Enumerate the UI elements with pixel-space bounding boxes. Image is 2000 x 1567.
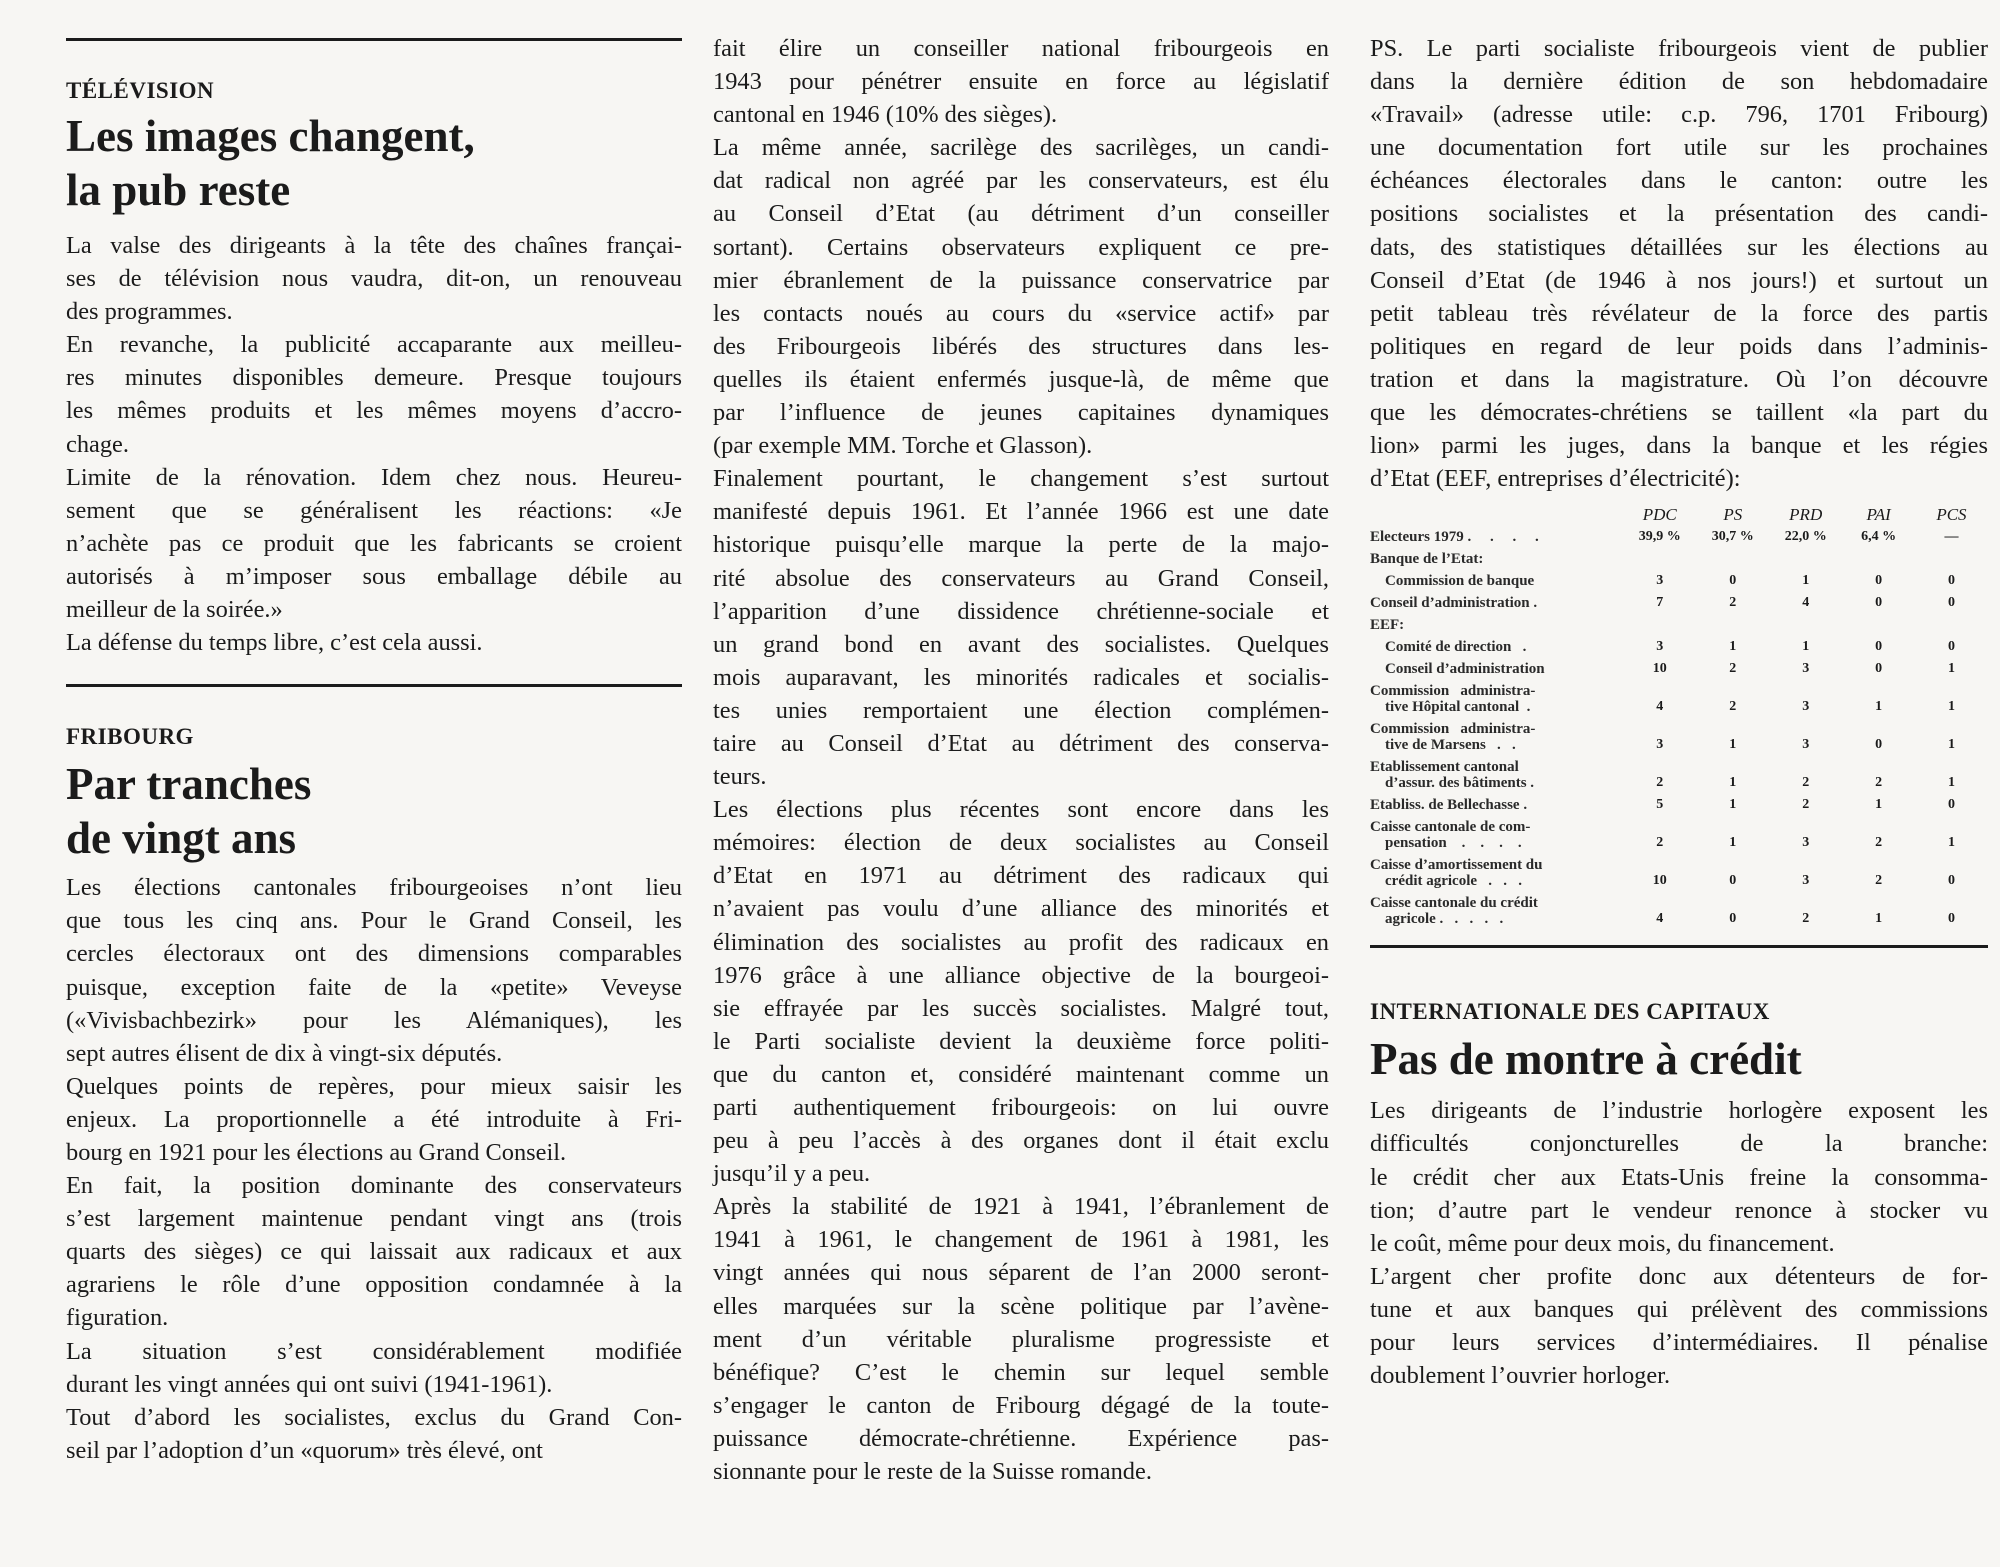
text-line: L’argent cher profite donc aux détenteurs de for- [1370,1262,1988,1290]
row-label-line: tive Hôpital cantonal . [1370,699,1531,716]
text-line: par l’influence de jeunes capitaines dynamiques [713,399,1329,427]
table-cell [1697,613,1770,635]
text-line: sortant). Certains observateurs expliquent ce pre- [713,233,1329,261]
text-line: La situation s’est considérablement modifiée [66,1337,682,1365]
table-cell: 30,7 % [1711,529,1754,545]
table-cell: 1 [1802,639,1810,655]
table-cell: 1 [1802,573,1810,589]
article-fribourg [66,723,682,1467]
text-line: res minutes disponibles demeure. Presque toujours [66,364,682,392]
row-label-line: Conseil d’administration [1370,661,1545,678]
text-line: que les démocrates-chrétiens se taillent «la part du [1370,399,1988,427]
table-row-label [1370,755,1623,793]
text-line: s’engager le canton de Fribourg dégagé de la toute- [713,1391,1329,1419]
row-label-line: agricole . . . . . [1370,911,1504,928]
table-header-pdc: PDC [1642,505,1677,525]
table-cell: 2 [1729,699,1737,715]
text-line: («Vivisbachbezirk» pour les Alémaniques), les [66,1006,682,1034]
row-label-line: Commission de banque [1370,573,1535,590]
table-cell: 0 [1729,911,1737,927]
table-row-label [1370,717,1623,755]
table-row-label [1370,891,1623,929]
row-label-line: Etablissement cantonal [1370,759,1519,776]
table-cell: 3 [1656,737,1664,753]
table-cell: 1 [1729,639,1737,655]
table-cell: 3 [1802,835,1810,851]
table-cell: 0 [1875,595,1883,611]
table-cell: 3 [1802,737,1810,753]
text-line: sement que se généralisent les réactions: «Je [66,496,682,524]
article-body [66,229,682,659]
headline-line: Par tranches [66,759,312,810]
table-row-label [1370,569,1623,591]
text-line: tes unies remportaient une élection complémen- [713,696,1329,724]
table-row-label [1370,635,1623,657]
table-row [1370,547,1988,569]
headline-line: de vingt ans [66,813,297,864]
text-line: d’Etat en 1971 au détriment des radicaux qui [713,862,1329,890]
row-label-line: pensation . . . . [1370,835,1522,852]
table-cell: 1 [1947,661,1955,677]
text-line: les contacts noués au cours du «service actif» par [713,299,1329,327]
row-label-line: Conseil d’administration . [1370,595,1538,612]
text-line: chage. [66,430,129,458]
table-row [1370,613,1988,635]
table-cell: 4 [1656,699,1664,715]
table-row-label [1370,815,1623,853]
table-row [1370,591,1988,613]
table-cell: 2 [1875,873,1883,889]
section-rule [1370,945,1988,948]
text-line: dans la dernière édition de son hebdomadaire [1370,68,1988,96]
table-header-pcs: PCS [1936,505,1967,525]
text-line: enjeux. La proportionnelle a été introduite à Fri- [66,1105,682,1133]
text-line: mier ébranlement de la puissance conservatrice par [713,266,1329,294]
table-cell: 2 [1875,835,1883,851]
table-cell: 3 [1802,873,1810,889]
table-cell: 10 [1652,873,1667,889]
text-line: petit tableau très révélateur de la force des partis [1370,299,1988,327]
table-cell: 6,4 % [1861,529,1897,545]
text-line: un grand bond en avant des socialistes. Quelques [713,630,1329,658]
table-header-row [1370,495,1988,525]
table-cell: 7 [1656,595,1664,611]
text-line: autorisés à m’imposer sous emballage débile au [66,562,682,590]
row-label-line: Caisse cantonale du crédit [1370,895,1538,912]
table-cell: 0 [1947,911,1955,927]
postscript-body [1370,32,1988,495]
row-label-line: Banque de l’Etat: [1370,551,1484,568]
table-cell: 2 [1729,661,1737,677]
table-row-label [1370,591,1623,613]
text-line: Après la stabilité de 1921 à 1941, l’ébranlement de [713,1193,1329,1221]
table-corner [1370,495,1623,525]
text-line: quarts des sièges) ce qui laissait aux radicaux et aux [66,1238,682,1266]
text-line: politiques en regard de leur poids dans l’adminis- [1370,332,1988,360]
text-line: bourg en 1921 pour les élections au Grand Conseil. [66,1138,567,1166]
text-line: au Conseil d’Etat (au détriment d’un conseiller [713,200,1329,228]
text-line: sie effrayée par les succès socialistes. Malgré tout, [713,994,1329,1022]
text-line: que tous les cinq ans. Pour le Grand Conseil, les [66,907,682,935]
text-line: ses de télévision nous vaudra, dit-on, un renouveau [66,265,682,293]
table-row-label [1370,793,1623,815]
text-line: ment d’un véritable pluralisme progressiste et [713,1325,1329,1353]
table-cell: 0 [1875,573,1883,589]
text-line: durant les vingt années qui ont suivi (1941-1961). [66,1370,553,1398]
text-line: sept autres élisent de dix à vingt-six députés. [66,1039,503,1067]
party-table [1370,495,1988,929]
row-label-line: Caisse d’amortissement du [1370,857,1543,874]
table-cell: 2 [1656,835,1664,851]
text-line: une documentation fort utile sur les prochaines [1370,134,1988,162]
text-line: doublement l’ouvrier horloger. [1370,1362,1671,1390]
text-line: mémoires: élection de deux socialistes au Conseil [713,829,1329,857]
table-cell: 4 [1802,595,1810,611]
text-line: n’achète pas ce produit que les fabricants se croient [66,529,682,557]
text-line: Quelques points de repères, pour mieux saisir les [66,1072,682,1100]
text-line: les mêmes produits et les mêmes moyens d’accro- [66,397,682,425]
table-cell: 1 [1947,835,1955,851]
text-line: sionnante pour le reste de la Suisse romande. [713,1458,1152,1486]
table-row-label [1370,547,1623,569]
table-cell: 1 [1729,737,1737,753]
section-label: INTERNATIONALE DES CAPITAUX [1370,999,1770,1025]
text-line: parti authentiquement fribourgeois: on lui ouvre [713,1094,1329,1121]
text-line: Conseil d’Etat (de 1946 à nos jours!) et surtout un [1370,266,1988,294]
table-cell: 5 [1656,797,1664,813]
table-row [1370,755,1988,793]
text-line: des programmes. [66,298,233,326]
text-line: La valse des dirigeants à la tête des chaînes françai- [66,232,682,259]
table-header-pai: PAI [1866,505,1891,525]
text-line: La défense du temps libre, c’est cela aussi. [66,629,483,657]
row-label-line: Comité de direction . [1370,639,1527,656]
table-cell: 22,0 % [1784,529,1827,545]
table-row [1370,525,1988,547]
column-left [66,0,682,1467]
table-header-prd: PRD [1789,505,1823,525]
table-cell: 2 [1802,911,1810,927]
table-cell: 3 [1656,573,1664,589]
table-cell: 4 [1656,911,1664,927]
text-line: élimination des socialistes au profit des radicaux en [713,928,1329,956]
table-cell: 2 [1656,775,1664,791]
text-line: bénéfique? C’est le chemin sur lequel semble [713,1358,1329,1386]
article-body [1370,1094,1988,1392]
text-line: quelles ils étaient enfermés jusque-là, de même que [713,365,1329,393]
row-label-line: EEF: [1370,617,1405,634]
table-cell: 2 [1875,775,1883,791]
text-line: tion; d’autre part le vendeur renonce à stocker vu [1370,1196,1988,1224]
table-row [1370,793,1988,815]
text-line: (par exemple MM. Torche et Glasson). [713,432,1093,460]
table-row [1370,853,1988,891]
table-cell [1623,547,1696,569]
table-row-label [1370,679,1623,717]
table-cell: 0 [1947,595,1955,611]
table-cell [1915,613,1988,635]
text-line: puissance démocrate-chrétienne. Expérience pas- [713,1424,1329,1452]
text-line: d’Etat (EEF, entreprises d’électricité): [1370,465,1741,493]
table-row [1370,657,1988,679]
table-row-label [1370,657,1623,679]
row-label-line: Caisse cantonale de com- [1370,819,1531,836]
text-line: s’est largement maintenue pendant vingt ans (trois [66,1205,682,1233]
article-body-continued [713,32,1329,1488]
text-line: cercles électoraux ont des dimensions comparables [66,940,682,968]
text-line: manifesté depuis 1961. Et l’année 1966 est une date [713,498,1329,526]
row-label-line: Etabliss. de Bellechasse . [1370,797,1528,814]
text-line: En revanche, la publicité accaparante aux meilleu- [66,331,682,359]
text-line: 1943 pour pénétrer ensuite en force au législatif [713,68,1329,96]
text-line: agrariens le rôle d’une opposition condamnée à la [66,1271,682,1299]
table-cell: 1 [1729,797,1737,813]
text-line: tune et aux banques qui prélèvent des commissions [1370,1295,1988,1323]
table-row [1370,815,1988,853]
table-cell: 0 [1947,573,1955,589]
article-body [66,871,682,1467]
text-line: seil par l’adoption d’un «quorum» très élevé, ont [66,1436,543,1464]
section-rule [66,684,682,687]
headline-line: la pub reste [66,165,291,215]
table-cell: 0 [1875,737,1883,753]
text-line: jusqu’il y a peu. [713,1160,871,1188]
table-cell: 39,9 % [1638,529,1681,545]
headline: Pas de montre à crédit [1370,1034,1802,1085]
text-line: Les élections plus récentes sont encore dans les [713,796,1329,824]
article-television [66,77,682,659]
table-cell: 3 [1802,699,1810,715]
top-rule [66,38,682,41]
table-cell: 3 [1656,639,1664,655]
table-cell: 0 [1729,873,1737,889]
text-line: le crédit cher aux Etats-Unis freine la consomma- [1370,1163,1988,1191]
text-line: Les dirigeants de l’industrie horlogère exposent les [1370,1097,1988,1125]
section-label: FRIBOURG [66,724,194,750]
text-line: teurs. [713,763,767,791]
text-line: positions socialistes et la présentation des candi- [1370,200,1988,228]
table-body [1370,525,1988,929]
table-cell: 1 [1875,699,1883,715]
table-cell: 0 [1947,639,1955,655]
row-label-line: Commission administra- [1370,721,1536,738]
text-line: peu à peu l’accès à des organes dont il était exclu [713,1127,1329,1155]
text-line: elles marquées sur la scène politique par l’avène- [713,1292,1329,1320]
row-label-line: d’assur. des bâtiments . [1370,775,1535,792]
text-line: historique puisqu’elle marque la perte de la majo- [713,531,1329,559]
text-line: cantonal en 1946 (10% des sièges). [713,101,1058,129]
headline-line: Les images changent, [66,111,475,161]
row-label-line: Commission administra- [1370,683,1536,700]
text-line: puisque, exception faite de la «petite» Veveyse [66,973,682,1001]
text-line: meilleur de la soirée.» [66,596,283,624]
text-line: Limite de la rénovation. Idem chez nous. Heureu- [66,463,682,491]
table-cell: 1 [1875,911,1883,927]
text-line: Tout d’abord les socialistes, exclus du Grand Con- [66,1403,682,1431]
text-line: dat radical non agréé par les conservateurs, est élu [713,167,1329,195]
table-cell: 3 [1802,661,1810,677]
article-capitaux [1370,998,1988,1392]
table-row [1370,635,1988,657]
row-label-line: crédit agricole . . . [1370,873,1523,890]
text-line: échéances électorales dans le canton: outre les [1370,167,1988,195]
section-label: TÉLÉVISION [66,78,215,103]
text-line: le Parti socialiste devient la deuxième force politi- [713,1027,1329,1055]
text-line: 1941 à 1961, le changement de 1961 à 1981, les [713,1226,1329,1254]
table-cell: 1 [1729,835,1737,851]
table-cell: 1 [1729,775,1737,791]
column-right [1370,32,1988,1392]
table-cell: — [1944,529,1959,545]
text-line: difficultés conjoncturelles de la branche: [1370,1130,1988,1158]
text-line: que du canton et, considéré maintenant comme un [713,1060,1329,1088]
table-cell [1697,547,1770,569]
column-middle [713,32,1329,1488]
text-line: pour leurs services d’intermédiaires. Il pénalise [1370,1328,1988,1356]
table-cell: 1 [1947,775,1955,791]
row-label-line: tive de Marsens . . [1370,737,1516,754]
text-line: dats, des statistiques détaillées sur les élections au [1370,233,1988,261]
table-cell [1623,613,1696,635]
text-line: vingt années qui nous séparent de l’an 2000 seront- [713,1259,1329,1287]
table-cell [1842,613,1914,635]
text-line: fait élire un conseiller national fribourgeois en [713,35,1329,62]
text-line: rité absolue des conservateurs au Grand Conseil, [713,564,1329,592]
table-row [1370,569,1988,591]
table-cell: 0 [1875,639,1883,655]
table-cell: 1 [1947,737,1955,753]
table-cell [1842,547,1914,569]
text-line: le coût, même pour deux mois, du financement. [1370,1229,1835,1257]
text-line: PS. Le parti socialiste fribourgeois vient de publier [1370,35,1988,62]
table-row-label [1370,853,1623,891]
table-cell [1915,547,1988,569]
table-row [1370,891,1988,929]
text-line: Finalement pourtant, le changement s’est surtout [713,465,1329,493]
text-line: mois auparavant, les minorités radicales et socialis- [713,663,1329,691]
table-row [1370,679,1988,717]
table-cell: 2 [1802,775,1810,791]
table-row [1370,717,1988,755]
table-cell: 10 [1652,661,1667,677]
text-line: 1976 grâce à une alliance objective de la bourgeoi- [713,961,1329,989]
table-row-label [1370,525,1623,547]
text-line: «Travail» (adresse utile: c.p. 796, 1701 Fribourg) [1370,101,1988,129]
text-line: En fait, la position dominante des conservateurs [66,1172,682,1200]
text-line: tration et dans la magistrature. Où l’on découvre [1370,365,1988,393]
text-line: des Fribourgeois libérés des structures dans les- [713,332,1329,360]
table-cell: 0 [1947,873,1955,889]
table-header-ps: PS [1723,505,1743,525]
text-line: La même année, sacrilège des sacrilèges, un candi- [713,134,1329,162]
text-line: figuration. [66,1304,169,1332]
table-cell: 2 [1802,797,1810,813]
row-label-line: Electeurs 1979 . . . . [1370,529,1539,546]
table-cell: 0 [1875,661,1883,677]
text-line: lion» parmi les juges, dans la banque et les régies [1370,432,1988,460]
table-row-label [1370,613,1623,635]
table-cell: 1 [1947,699,1955,715]
table-cell: 0 [1729,573,1737,589]
table-cell [1769,547,1842,569]
text-line: taire au Conseil d’Etat au détriment des conserva- [713,729,1329,757]
table-cell: 2 [1729,595,1737,611]
table-cell: 0 [1947,797,1955,813]
text-line: n’avaient pas voulu d’une alliance des minorités et [713,895,1329,923]
table-cell [1769,613,1842,635]
table-cell: 1 [1875,797,1883,813]
text-line: Les élections cantonales fribourgeoises n’ont lieu [66,874,682,902]
text-line: l’apparition d’une dissidence chrétienne-sociale et [713,597,1329,625]
